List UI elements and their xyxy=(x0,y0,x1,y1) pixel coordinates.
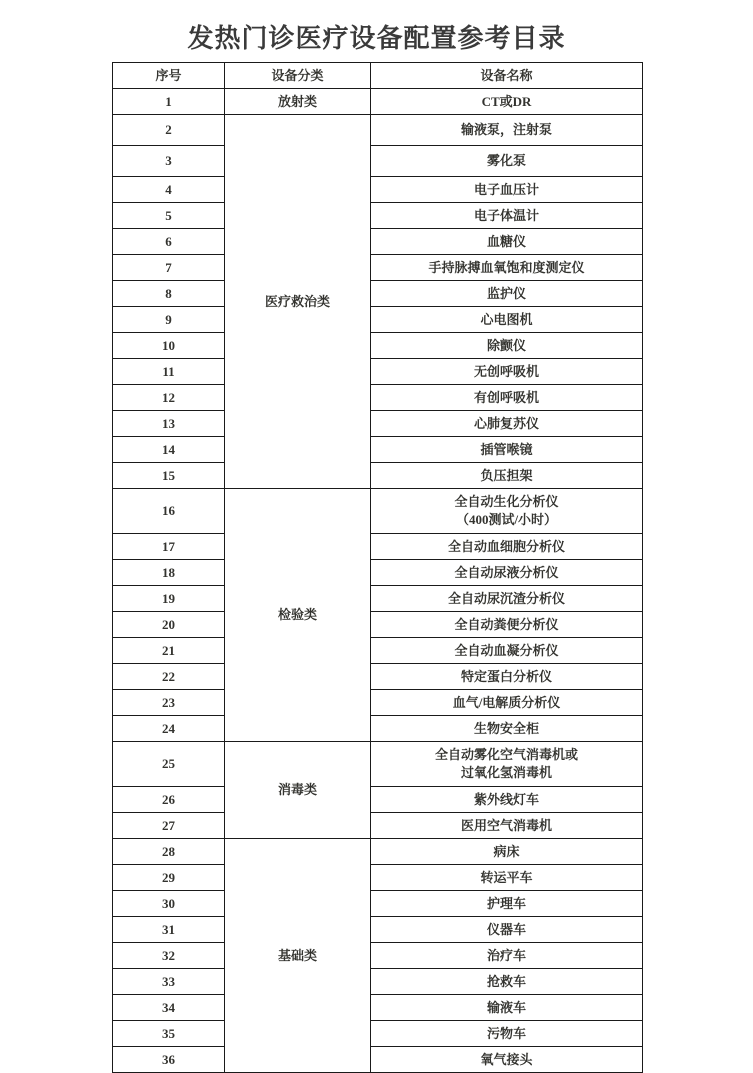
cell-sequence-number: 28 xyxy=(113,839,225,865)
cell-sequence-number: 7 xyxy=(113,255,225,281)
cell-equipment-name: 负压担架 xyxy=(371,463,643,489)
table-row xyxy=(113,333,643,359)
cell-equipment-name: 全自动尿沉渣分析仪 xyxy=(371,586,643,612)
cell-sequence-number: 20 xyxy=(113,612,225,638)
cell-sequence-number: 16 xyxy=(113,489,225,534)
table-row xyxy=(113,281,643,307)
cell-equipment-category: 检验类 xyxy=(225,489,371,742)
cell-sequence-number: 3 xyxy=(113,146,225,177)
cell-sequence-number: 6 xyxy=(113,229,225,255)
table-row xyxy=(113,560,643,586)
table-row xyxy=(113,638,643,664)
table-row xyxy=(113,865,643,891)
equipment-name-line: 全自动生化分析仪 xyxy=(454,494,559,510)
table-row xyxy=(113,307,643,333)
table-row xyxy=(113,787,643,813)
cell-equipment-name: 治疗车 xyxy=(371,943,643,969)
cell-equipment-name: 电子血压计 xyxy=(371,177,643,203)
cell-sequence-number: 36 xyxy=(113,1047,225,1073)
cell-equipment-category: 医疗救治类 xyxy=(225,115,371,489)
cell-equipment-name: 心肺复苏仪 xyxy=(371,411,643,437)
column-header-category: 设备分类 xyxy=(225,63,371,89)
cell-sequence-number: 10 xyxy=(113,333,225,359)
cell-equipment-name: 氧气接头 xyxy=(371,1047,643,1073)
cell-equipment-name: 心电图机 xyxy=(371,307,643,333)
cell-sequence-number: 8 xyxy=(113,281,225,307)
cell-sequence-number: 12 xyxy=(113,385,225,411)
equipment-table-container xyxy=(112,62,642,1073)
cell-sequence-number: 21 xyxy=(113,638,225,664)
cell-sequence-number: 31 xyxy=(113,917,225,943)
table-header-row xyxy=(113,63,643,89)
table-row xyxy=(113,203,643,229)
cell-sequence-number: 4 xyxy=(113,177,225,203)
table-row xyxy=(113,917,643,943)
cell-sequence-number: 33 xyxy=(113,969,225,995)
equipment-name-line-secondary: （400测试/小时） xyxy=(455,512,558,527)
cell-equipment-name xyxy=(371,742,643,787)
cell-sequence-number: 26 xyxy=(113,787,225,813)
table-row xyxy=(113,943,643,969)
table-row xyxy=(113,489,643,534)
table-row xyxy=(113,1021,643,1047)
cell-equipment-name: 抢救车 xyxy=(371,969,643,995)
cell-equipment-name: 血气/电解质分析仪 xyxy=(371,690,643,716)
cell-equipment-name: 护理车 xyxy=(371,891,643,917)
cell-sequence-number: 24 xyxy=(113,716,225,742)
table-row xyxy=(113,742,643,787)
cell-equipment-name: 生物安全柜 xyxy=(371,716,643,742)
table-row xyxy=(113,89,643,115)
cell-equipment-name: 血糖仪 xyxy=(371,229,643,255)
table-row xyxy=(113,839,643,865)
table-row xyxy=(113,463,643,489)
cell-equipment-name: 有创呼吸机 xyxy=(371,385,643,411)
cell-equipment-name xyxy=(371,489,643,534)
equipment-catalog-table xyxy=(112,62,643,1073)
cell-equipment-name: 输液泵，注射泵 xyxy=(371,115,643,146)
cell-sequence-number: 9 xyxy=(113,307,225,333)
cell-equipment-name: 无创呼吸机 xyxy=(371,359,643,385)
cell-sequence-number: 22 xyxy=(113,664,225,690)
table-row xyxy=(113,1047,643,1073)
table-row xyxy=(113,229,643,255)
table-body xyxy=(113,89,643,1073)
table-row xyxy=(113,690,643,716)
cell-sequence-number: 25 xyxy=(113,742,225,787)
cell-sequence-number: 1 xyxy=(113,89,225,115)
table-row xyxy=(113,411,643,437)
table-row xyxy=(113,586,643,612)
cell-sequence-number: 29 xyxy=(113,865,225,891)
page-title: 发热门诊医疗设备配置参考目录 xyxy=(187,23,566,53)
cell-equipment-name: 紫外线灯车 xyxy=(371,787,643,813)
cell-sequence-number: 5 xyxy=(113,203,225,229)
table-row xyxy=(113,612,643,638)
cell-equipment-category: 放射类 xyxy=(225,89,371,115)
cell-sequence-number: 17 xyxy=(113,534,225,560)
table-row xyxy=(113,716,643,742)
cell-sequence-number: 15 xyxy=(113,463,225,489)
table-row xyxy=(113,664,643,690)
cell-equipment-name: 除颤仪 xyxy=(371,333,643,359)
cell-equipment-name: 病床 xyxy=(371,839,643,865)
cell-equipment-name: 插管喉镜 xyxy=(371,437,643,463)
cell-equipment-name: 雾化泵 xyxy=(371,146,643,177)
table-row xyxy=(113,813,643,839)
table-row xyxy=(113,359,643,385)
cell-sequence-number: 19 xyxy=(113,586,225,612)
cell-equipment-name: 电子体温计 xyxy=(371,203,643,229)
table-row xyxy=(113,255,643,281)
cell-sequence-number: 11 xyxy=(113,359,225,385)
cell-equipment-name: 监护仪 xyxy=(371,281,643,307)
column-header-no: 序号 xyxy=(113,63,225,89)
cell-equipment-name: CT或DR xyxy=(371,89,643,115)
cell-equipment-category: 消毒类 xyxy=(225,742,371,839)
cell-sequence-number: 23 xyxy=(113,690,225,716)
cell-equipment-name: 转运平车 xyxy=(371,865,643,891)
cell-equipment-name: 医用空气消毒机 xyxy=(371,813,643,839)
cell-sequence-number: 27 xyxy=(113,813,225,839)
cell-sequence-number: 30 xyxy=(113,891,225,917)
equipment-name-line: 全自动雾化空气消毒机或 xyxy=(434,747,578,763)
cell-equipment-category: 基础类 xyxy=(225,839,371,1073)
table-row xyxy=(113,385,643,411)
cell-sequence-number: 32 xyxy=(113,943,225,969)
table-row xyxy=(113,891,643,917)
column-header-name: 设备名称 xyxy=(371,63,643,89)
cell-equipment-name: 仪器车 xyxy=(371,917,643,943)
cell-equipment-name: 全自动血凝分析仪 xyxy=(371,638,643,664)
table-row xyxy=(113,969,643,995)
table-row xyxy=(113,995,643,1021)
equipment-name-line-secondary: 过氧化氢消毒机 xyxy=(460,765,552,780)
table-row xyxy=(113,437,643,463)
table-header xyxy=(113,63,643,89)
table-row xyxy=(113,115,643,146)
cell-sequence-number: 34 xyxy=(113,995,225,1021)
cell-sequence-number: 2 xyxy=(113,115,225,146)
cell-equipment-name: 特定蛋白分析仪 xyxy=(371,664,643,690)
table-row xyxy=(113,177,643,203)
cell-equipment-name: 输液车 xyxy=(371,995,643,1021)
cell-equipment-name: 全自动血细胞分析仪 xyxy=(371,534,643,560)
cell-sequence-number: 18 xyxy=(113,560,225,586)
cell-equipment-name: 手持脉搏血氧饱和度测定仪 xyxy=(371,255,643,281)
cell-sequence-number: 13 xyxy=(113,411,225,437)
cell-equipment-name: 全自动尿液分析仪 xyxy=(371,560,643,586)
table-row xyxy=(113,534,643,560)
cell-sequence-number: 35 xyxy=(113,1021,225,1047)
table-row xyxy=(113,146,643,177)
cell-equipment-name: 污物车 xyxy=(371,1021,643,1047)
cell-equipment-name: 全自动粪便分析仪 xyxy=(371,612,643,638)
cell-sequence-number: 14 xyxy=(113,437,225,463)
